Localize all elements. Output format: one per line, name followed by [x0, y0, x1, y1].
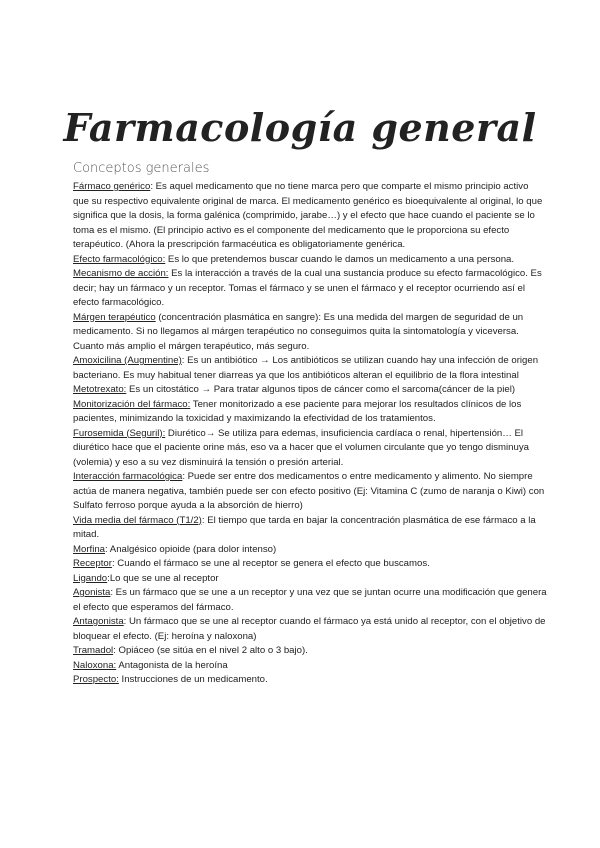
definition-term: Antagonista — [73, 616, 124, 627]
definition-text: :Lo que se une al receptor — [107, 572, 219, 584]
definition-term: Furosemida (Seguril): — [73, 427, 166, 439]
definition-entry — [73, 311, 547, 355]
definition-entry — [73, 427, 547, 471]
definition-text: Es lo que pretendemos buscar cuando le damos un medicamento a una persona. — [165, 253, 515, 265]
definition-entry — [73, 354, 547, 383]
definition-term: Monitorización del fármaco: — [73, 398, 191, 410]
definition-text: Diurético→ Se utiliza para edemas, insuficiencia cardíaca o renal, hipertensión… El diurético hace que el paciente orine más, eso va a hacer que el volumen circulante que yo tengo disminuya (volemia) y eso a su vez disminuirá la tensión o presión arterial. — [73, 427, 529, 468]
definition-text: : Es un antibiótico → Los antibióticos se utilizan cuando hay una infección de origen bacteriano. Es muy habitual tener diarreas ya que los antibióticos alteran el equilibrio de la flora intestinal — [73, 355, 539, 381]
definition-term: Morfina — [73, 543, 105, 555]
section-heading: Conceptos generales — [73, 161, 210, 176]
definition-term: Márgen terapéutico — [73, 311, 156, 323]
definition-text: : Analgésico opioide (para dolor intenso) — [105, 543, 277, 555]
definition-term: Naloxona: — [73, 659, 117, 671]
definition-text: : Puede ser entre dos medicamentos o entre medicamento y alimento. No siempre actúa de manera negativa, también puede ser con efecto positivo (Ej: Vitamina C (zumo de naranja o Kiwi) con Sulfato ferroso porque ayuda a la absorción de hierro) — [73, 471, 545, 511]
definition-entry — [73, 557, 547, 572]
definition-entry — [73, 383, 547, 398]
definition-term: Receptor — [73, 558, 112, 569]
definition-entry — [73, 470, 547, 514]
definition-entry — [73, 673, 547, 688]
definition-text: Antagonista de la heroína — [116, 659, 228, 671]
definition-entry — [73, 586, 547, 615]
definition-text: : Cuando el fármaco se une al receptor se genera el efecto que buscamos. — [111, 558, 430, 569]
definition-entry — [73, 572, 547, 587]
definition-term: Ligando — [73, 572, 108, 584]
definition-text: : Un fármaco que se une al receptor cuando el fármaco ya está unido al receptor, con el objetivo de bloquear el efecto. (Ej: heroína y naloxona) — [73, 616, 546, 642]
definition-term: Interacción farmacológica — [73, 471, 183, 482]
definition-text: : Opiáceo (se sitúa en el nivel 2 alto o 3 bajo). — [113, 645, 308, 656]
definition-text: : Es un fármaco que se une a un receptor y una vez que se juntan ocurre una modificación que genera el efecto que esperamos del fármaco. — [73, 587, 547, 613]
definition-text: Tener monitorizado a ese paciente para mejorar los resultados clínicos de los pacientes, minimizando la toxicidad y maximizando la efectividad de los tratamientos. — [73, 398, 522, 424]
definition-entry — [73, 659, 547, 674]
definition-term: Metotrexato: — [73, 384, 127, 395]
definition-text: : El tiempo que tarda en bajar la concentración plasmática de ese fármaco a la mitad. — [73, 514, 536, 540]
definition-text: : Es aquel medicamento que no tiene marca pero que comparte el mismo principio activo que su respectivo equivalente original de marca. El medicamento genérico es bioequivalente al original, lo que significa que la dosis, la forma galénica (comprimido, jarabe…) y el efecto que hace cuando el paciente se lo toma es el mismo. (El principio activo es el componente del medicamento que le proporciona su efecto terapéutico. (Ahora la prescripción farmacéutica es obligatoriamente genérica. — [73, 181, 543, 250]
definition-term: Prospecto: — [73, 674, 119, 685]
definition-text: Es un citostático → Para tratar algunos tipos de cáncer como el sarcoma(cáncer de la piel) — [126, 384, 516, 395]
definition-entry — [73, 644, 547, 659]
definition-text: Instrucciones de un medicamento. — [118, 674, 268, 685]
definition-entry — [73, 253, 547, 268]
definition-term: Efecto farmacológico: — [73, 253, 166, 265]
definition-term: Mecanismo de acción: — [73, 268, 169, 279]
document-title: Farmacología general — [63, 105, 537, 151]
definition-term: Tramadol — [73, 645, 114, 656]
definition-term: Fármaco genérico — [73, 181, 151, 192]
definition-text: (concentración plasmática en sangre): Es una medida del margen de seguridad de un medicamento. Si no llegamos al márgen terapéutico no conseguimos quita la sintomatología y viceversa. Cuanto más amplio el márgen terapéutico, más seguro. — [73, 311, 524, 352]
definition-entry — [73, 267, 547, 311]
definition-entry — [73, 543, 547, 558]
definitions-list — [73, 180, 547, 688]
definition-text: Es la interacción a través de la cual una sustancia produce su efecto farmacológico. Es decir; hay un fármaco y un receptor. Tomas el fármaco y se unen el fármaco y el receptor ocurriendo así el efecto farmacológico. — [73, 268, 542, 308]
definition-term: Vida media del fármaco (T1/2) — [73, 514, 202, 526]
definition-entry — [73, 180, 547, 253]
definition-term: Agonista — [73, 587, 111, 598]
definition-term: Amoxicilina (Augmentine) — [73, 355, 182, 366]
definition-entry — [73, 398, 547, 427]
definition-entry — [73, 615, 547, 644]
definition-entry — [73, 514, 547, 543]
